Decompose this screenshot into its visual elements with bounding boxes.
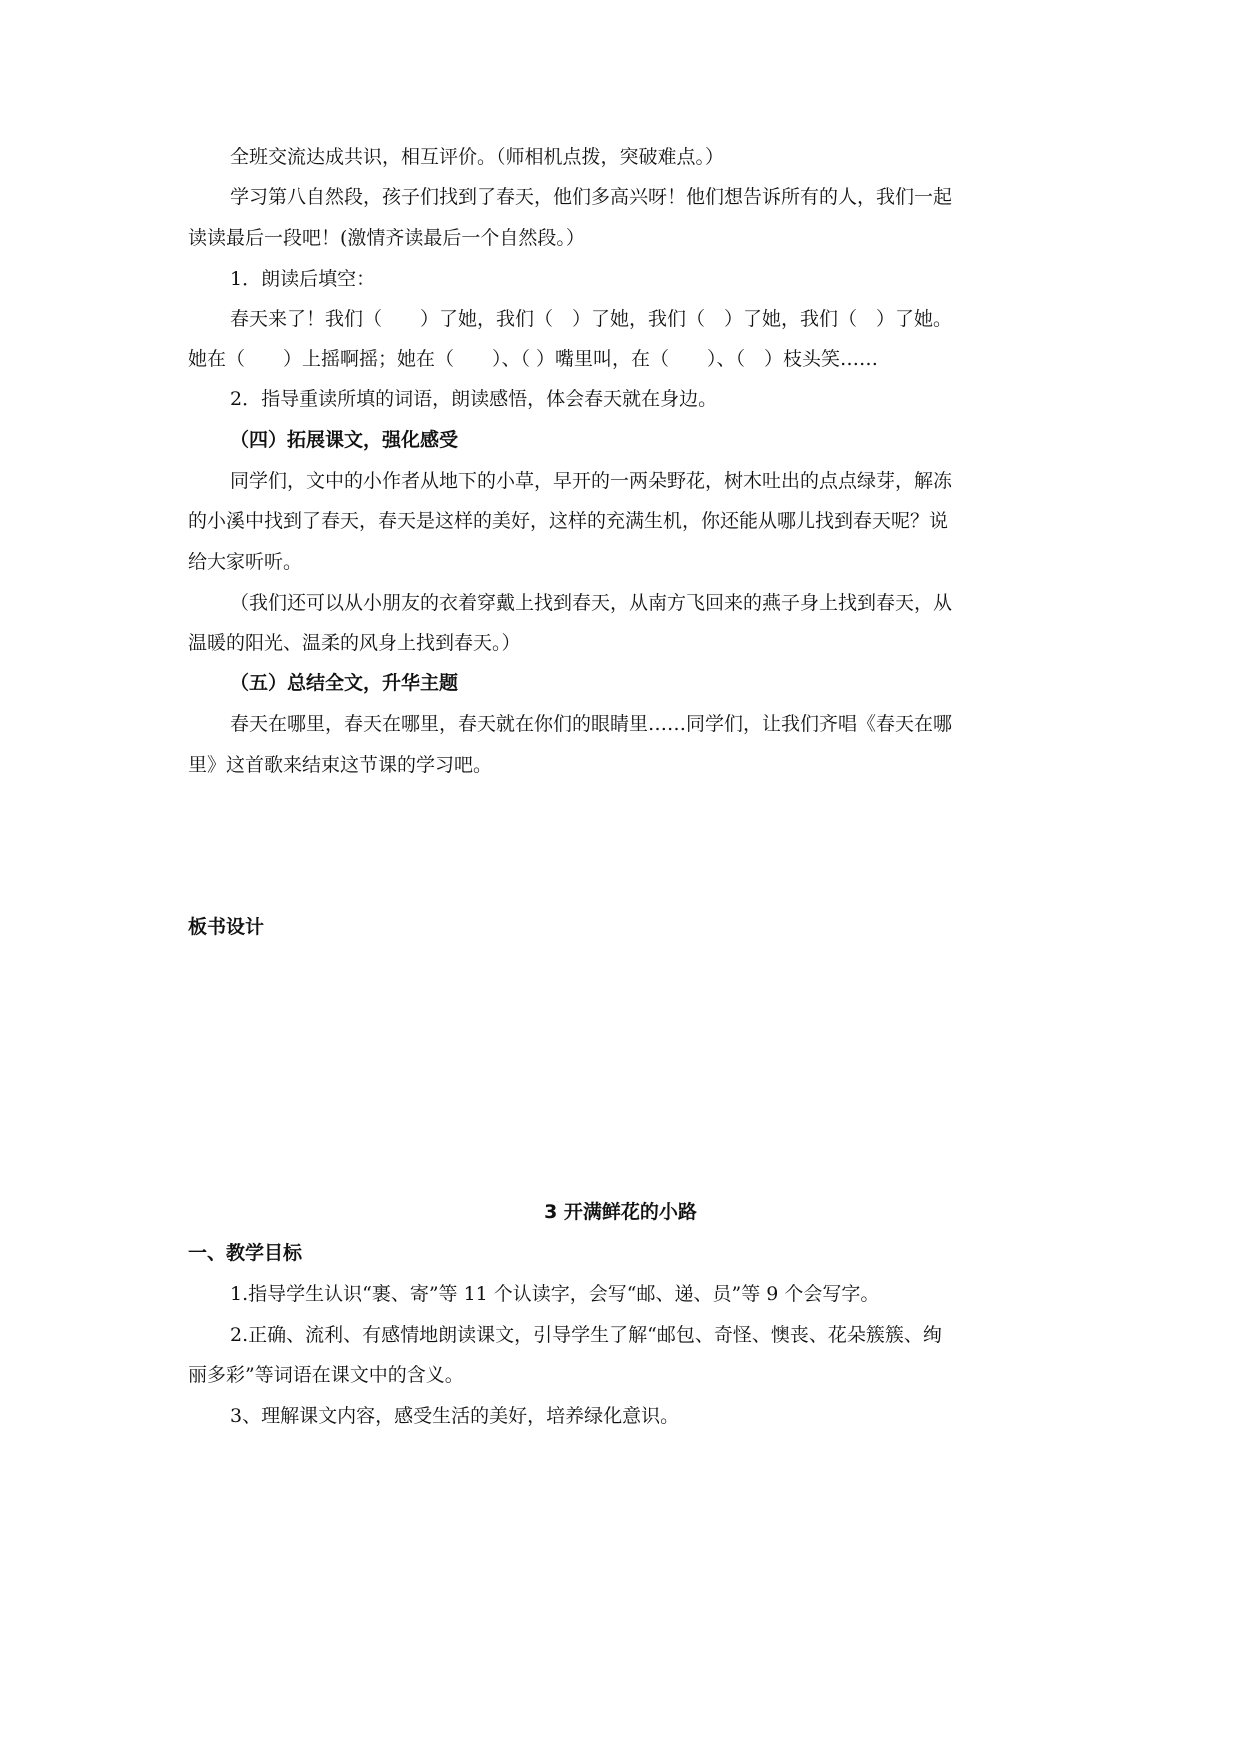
section-five-heading: （五）总结全文，升华主题 (230, 672, 459, 694)
section-five-p1-line1: 春天在哪里，春天在哪里，春天就在你们的眼睛里……同学们，让我们齐唱《春天在哪 (230, 713, 953, 735)
fill-blank-line1: 春天来了！我们（ ）了她，我们（ ）了她，我们（ ）了她，我们（ ）了她。 (230, 308, 953, 330)
lesson-title: 3 开满鲜花的小路 (544, 1201, 697, 1223)
board-design-heading: 板书设计 (188, 916, 265, 938)
goal-3: 3、理解课文内容，感受生活的美好，培养绿化意识。 (230, 1405, 680, 1427)
section-five-p1-line2: 里》这首歌来结束这节课的学习吧。 (188, 754, 493, 776)
section-four-p2-line1: （我们还可以从小朋友的衣着穿戴上找到春天，从南方飞回来的燕子身上找到春天，从 (230, 592, 953, 614)
teaching-goals-heading: 一、教学目标 (188, 1242, 303, 1264)
paragraph-eighth-line2: 读读最后一段吧！(激情齐读最后一个自然段。） (188, 227, 585, 249)
section-four-p2-line2: 温暖的阳光、温柔的风身上找到春天。） (188, 632, 521, 654)
goal-2-line1: 2.正确、流利、有感情地朗读课文，引导学生了解“邮包、奇怪、懊丧、花朵簇簇、绚 (230, 1324, 942, 1346)
fill-blank-line2: 她在（ ）上摇啊摇；她在（ ）、（ ）嘴里叫，在（ ）、（ ）枝头笑…… (188, 348, 879, 370)
section-four-p1-line2: 的小溪中找到了春天，春天是这样的美好，这样的充满生机，你还能从哪儿找到春天呢？说 (188, 510, 949, 532)
list-item-2: 2．指导重读所填的词语，朗读感悟，体会春天就在身边。 (230, 388, 718, 410)
goal-2-line2: 丽多彩”等词语在课文中的含义。 (188, 1364, 464, 1386)
section-four-heading: （四）拓展课文，强化感受 (230, 429, 459, 451)
goal-1: 1.指导学生认识“裹、寄”等 11 个认读字，会写“邮、递、员”等 9 个会写字。 (230, 1283, 880, 1305)
paragraph-discussion: 全班交流达成共识，相互评价。（师相机点拨，突破难点。） (230, 146, 725, 168)
section-four-p1-line1: 同学们，文中的小作者从地下的小草，早开的一两朵野花，树木吐出的点点绿芽，解冻 (230, 470, 953, 492)
section-four-p1-line3: 给大家听听。 (188, 551, 303, 573)
paragraph-eighth-line1: 学习第八自然段，孩子们找到了春天，他们多高兴呀！他们想告诉所有的人，我们一起 (230, 186, 953, 208)
list-item-1: 1．朗读后填空： (230, 268, 376, 290)
